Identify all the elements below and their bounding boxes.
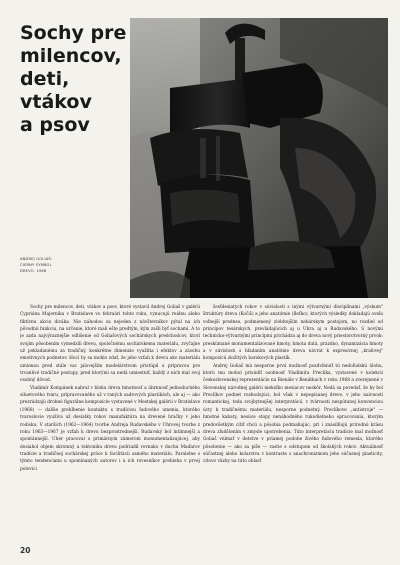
paragraph: Sochy pre milencov, deti, vtákov a psov, ktoré vystavil Andrej Goliaš v galérii Cypriána Majerníka v Bratislave vo februári tohto roku, vynucujú reálnu alebo fiktívnu akciu diváka. Nie náhodou sa nejeden z návštevníkov pýtal na ich pôvodnú funkciu, na určenie, ktoré mali ešte predtým, kým zašli byť sochami. A to je azda najvýraznejšie odlišenie od Goliašových sochárskych predchodcov, ktorí svojím pôsobením vymedzili drevu, spoločnému sochárskemu materiálu, zvyčajne už pokladanému za tradičný, konkrétne dimenzie využitia i efektov a zásobu emotívnych podnetov. Hoci by sa mohlo zdať, že jeho vzťah k drevu ako materiálu umienou pred stále vac jalovejším modelárstvom pristúpil a prípravou pre trvanlivé tradičné postupy, pred ktorými sa nedá umiestniť, každý z nich mal svoj osobný dôvod.	[20, 305, 200, 384]
photo-caption	[20, 256, 120, 275]
page-number: 20	[20, 546, 31, 555]
title-line: vtákov	[20, 91, 92, 113]
title-line: deti,	[20, 68, 70, 90]
title-line: milencov,	[20, 45, 122, 67]
paragraph: Andrej Goliaš má nesporne prvú možnosť pozdvihnúť tú nedoľudskú úlohu, ktorú mu mohol prisúdiť osobnosť Vladimíra Preclíka, vystavené v kolekcii československej reprezentácie na Bienále v Benátkach v roku 1968 a zverejnené v Slovenskej národnej galérii niekoľko mesiacov neskôr. Nedá sa povedať, že by bol Preclíkov podnet rozhodujúci; bol však v nepopísanej dreve, v jeho naivnosti romantickej, teda svojbytnejšej interpretácii, v tvárnosti nespútanej konvenciou úcty k tradičnému materiálu, nesporne podnetný. Preclíkove „antistroje" — hmotné kabaty, nesúce stopy nenáhodného rukodielneho opracovania, ktorým predovšetkým cítiť chcú a pôsobia podmaňujúc, pri i znásilňujú prírodnú krásu dreva zľudštením v zmysle upotrebenia. Túto interpretáciu tradície mal možnosť Goliaš vnímať v detstve v priamej podobe živého ľudového remesla, ktorého pôsobenie — ako sa píše — rastie s odstupom od školských rokov. Aktuálnosť súčastnej alebo kolarstva v kontraste s anachronizmom jeho súčasnej plasticity, citovo väzby na túto oblasť	[203, 363, 383, 465]
paragraph: šesťdesiatych rokov v súvislosti s inými výtvarnými disciplínami „výskum" štruktúry dreva (Kočiš) a jeho anatómie (Ileťko), ktorých výsledky dokladajú oveľa voľnejší prednes, podmienený zlobitejším nebárskym postojom, no rozdiel od princípov tesárskych, prevládajúcich aj u Uhra aj u Rudavského. S novými technicko-výtvarnými princípmi prichádza aj do dreva nový priestorotvorný prvok: preskúmané monumentalizované hmoty, hmota dutá, prázdno, dynamizácia hmoty a v súvislosti s hľadaním anatómie dreva návrat k expresívnej „kraľovej" kompozícii zložitých barokových plastík.	[203, 305, 383, 362]
paragraph: Vladimír Kompánek nabral v bloku dreva hmotnosť a úhrnnosť jednoduchého siluetového tvaru, pripravovaného už v raných sadrových plastikách, ale aj — ako prezrádzajú drobné figurálne kompozície vystavené v Mestskej galérii v Bratislave (1968) — dalšie prehĺbenie kontaktu s tradíciou ľudového umenia, ktorého tvaroslovie využíva už desiatky rokov manufaktúra na drevené hračky v jeho rodisku. V starších (1962—1964) tvorbe Andreja Rudavského v Uhrovej tvorbe z roku 1963—1967 je vzťah k drevu bezprostrednejší. Rudavský bol intímnejší a spontánnejší. Uher pracoval s primárnym zámerom monumentalizujúcej, aby dosiahol objem skromný a tektoniku drevu podriadil rovnako v duchu Maďarov tradície a tradičnej sochárskej práce k facilitácii samého materiálu. Paralelne s týmto tendenciami u spomínaných autorov i u ich rovesníkov prebieha v prvej polovici	[20, 385, 200, 472]
article-title	[20, 22, 130, 137]
caption-line: DREVO, 1968	[20, 269, 47, 274]
caption-line: ČIERNY SYMBOL	[20, 263, 52, 268]
title-line: Sochy pre	[20, 22, 127, 44]
sculpture-illustration	[130, 18, 388, 298]
caption-line: ANDREJ GOLIAŠ:	[20, 257, 53, 261]
title-line: a psov	[20, 114, 90, 136]
article-column-right	[203, 304, 383, 544]
article-column-left	[20, 304, 200, 544]
sculpture-photo	[130, 18, 388, 298]
